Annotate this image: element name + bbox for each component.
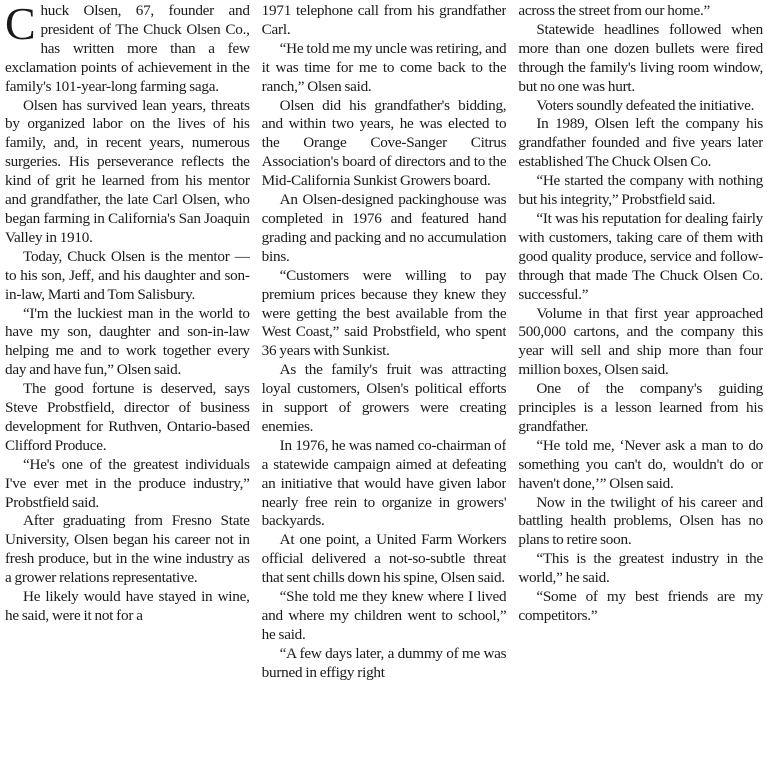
article-paragraph: “He's one of the greatest individuals I've ever met in the produce industry,” Probstfield said. [5,455,250,511]
article-paragraph: “She told me they knew where I lived and where my children went to school,” he said. [261,588,507,643]
article-paragraph: Now in the twilight of his career and battling health problems, Olsen has no plans to retire soon. [518,493,764,549]
article-paragraph: across the street from our home.” [518,2,711,19]
article-paragraph: 1971 telephone call from his grandfather Carl. [261,2,507,38]
drop-cap: C [5,2,36,49]
article-paragraph: Today, Chuck Olsen is the mentor — to his son, Jeff, and his daughter and son-in-law, Marti and Tom Salisbury. [5,247,250,303]
article-paragraph [5,2,250,97]
article-paragraph: “I'm the luckiest man in the world to have my son, daughter and son-in-law helping me and to work together every day and have fun,” Olsen said. [5,304,250,379]
article-column-2 [262,2,507,774]
article-paragraph: Statewide headlines followed when more than one dozen bullets were fired through the family's living room window, but no one was hurt. [518,20,764,95]
article-paragraph: “He started the company with nothing but his integrity,” Probstfield said. [518,172,764,209]
article-paragraph: “Some of my best friends are my competitors.” [518,588,764,624]
article-paragraph: Voters soundly defeated the initiative. [536,96,755,114]
article-paragraph: “He told me, ‘Never ask a man to do something you can't do, wouldn't do or haven't done,’” Olsen said. [518,436,764,492]
article-paragraph: “Customers were willing to pay premium prices because they knew they were getting the best available from the West Coast,” said Probstfield, who spent 36 years with Sunkist. [261,266,507,360]
article-paragraph: At one point, a United Farm Workers official delivered a not-so-subtle threat that sent chills down his spine, Olsen said. [261,531,507,587]
article-paragraph: “It was his reputation for dealing fairly with customers, taking care of them with good quality produce, service and follow-through that made The Chuck Olsen Co. successful.” [518,209,764,303]
article-paragraph: Volume in that first year approached 500,000 cartons, and the company this year will sell and ship more than four million boxes, Olsen said. [518,304,764,379]
article-paragraph: “This is the greatest industry in the world,” he said. [518,550,764,587]
article-paragraph: The good fortune is deserved, says Steve Probstfield, director of business development for Ruthven, Ontario-based Clifford Produce. [5,380,250,454]
article-paragraph: In 1989, Olsen left the company his grandfather founded and five years later established The Chuck Olsen Co. [518,115,764,171]
article-paragraph: He likely would have stayed in wine, he said, were it not for a [5,588,250,624]
article-paragraph: Olsen did his grandfather's bidding, and within two years, he was elected to the Orange Cove-Sanger Citrus Association's board of directors and to the Mid-California Sunkist Growers board. [261,96,507,190]
article-paragraph: One of the company's guiding principles is a lesson learned from his grandfather. [518,380,764,435]
article-paragraph: An Olsen-designed packinghouse was completed in 1976 and featured hand grading and packing and no accumulation bins. [261,191,507,265]
paragraph-text: huck Olsen, 67, founder and president of The Chuck Olsen Co., has written more than a few exclamation points of achievement in the family's 101-year-long farming saga. [5,2,250,95]
article-paragraph: In 1976, he was named co-chairman of a statewide campaign aimed at defeating an initiative that would have given labor nearly free rein to organize in growers' backyards. [261,436,507,530]
article-column-1 [5,2,250,774]
article-paragraph: Olsen has survived lean years, threats by organized labor on the lives of his family, and, in recent years, numerous surgeries. His perseverance reflects the kind of grit he learned from his mentor and grandfather, the late Carl Olsen, who began farming in California's San Joaquin Valley in 1910. [5,96,250,246]
article-paragraph: As the family's fruit was attracting loyal customers, Olsen's political efforts in support of growers were creating enemies. [261,361,507,435]
article-paragraph: “A few days later, a dummy of me was burned in effigy right [261,644,507,681]
article-paragraph: “He told me my uncle was retiring, and it was time for me to come back to the ranch,” Olsen said. [261,39,507,95]
article-column-3 [518,2,763,774]
article-paragraph: After graduating from Fresno State University, Olsen began his career not in fresh produce, but in the wine industry as a grower relations representative. [5,512,250,587]
